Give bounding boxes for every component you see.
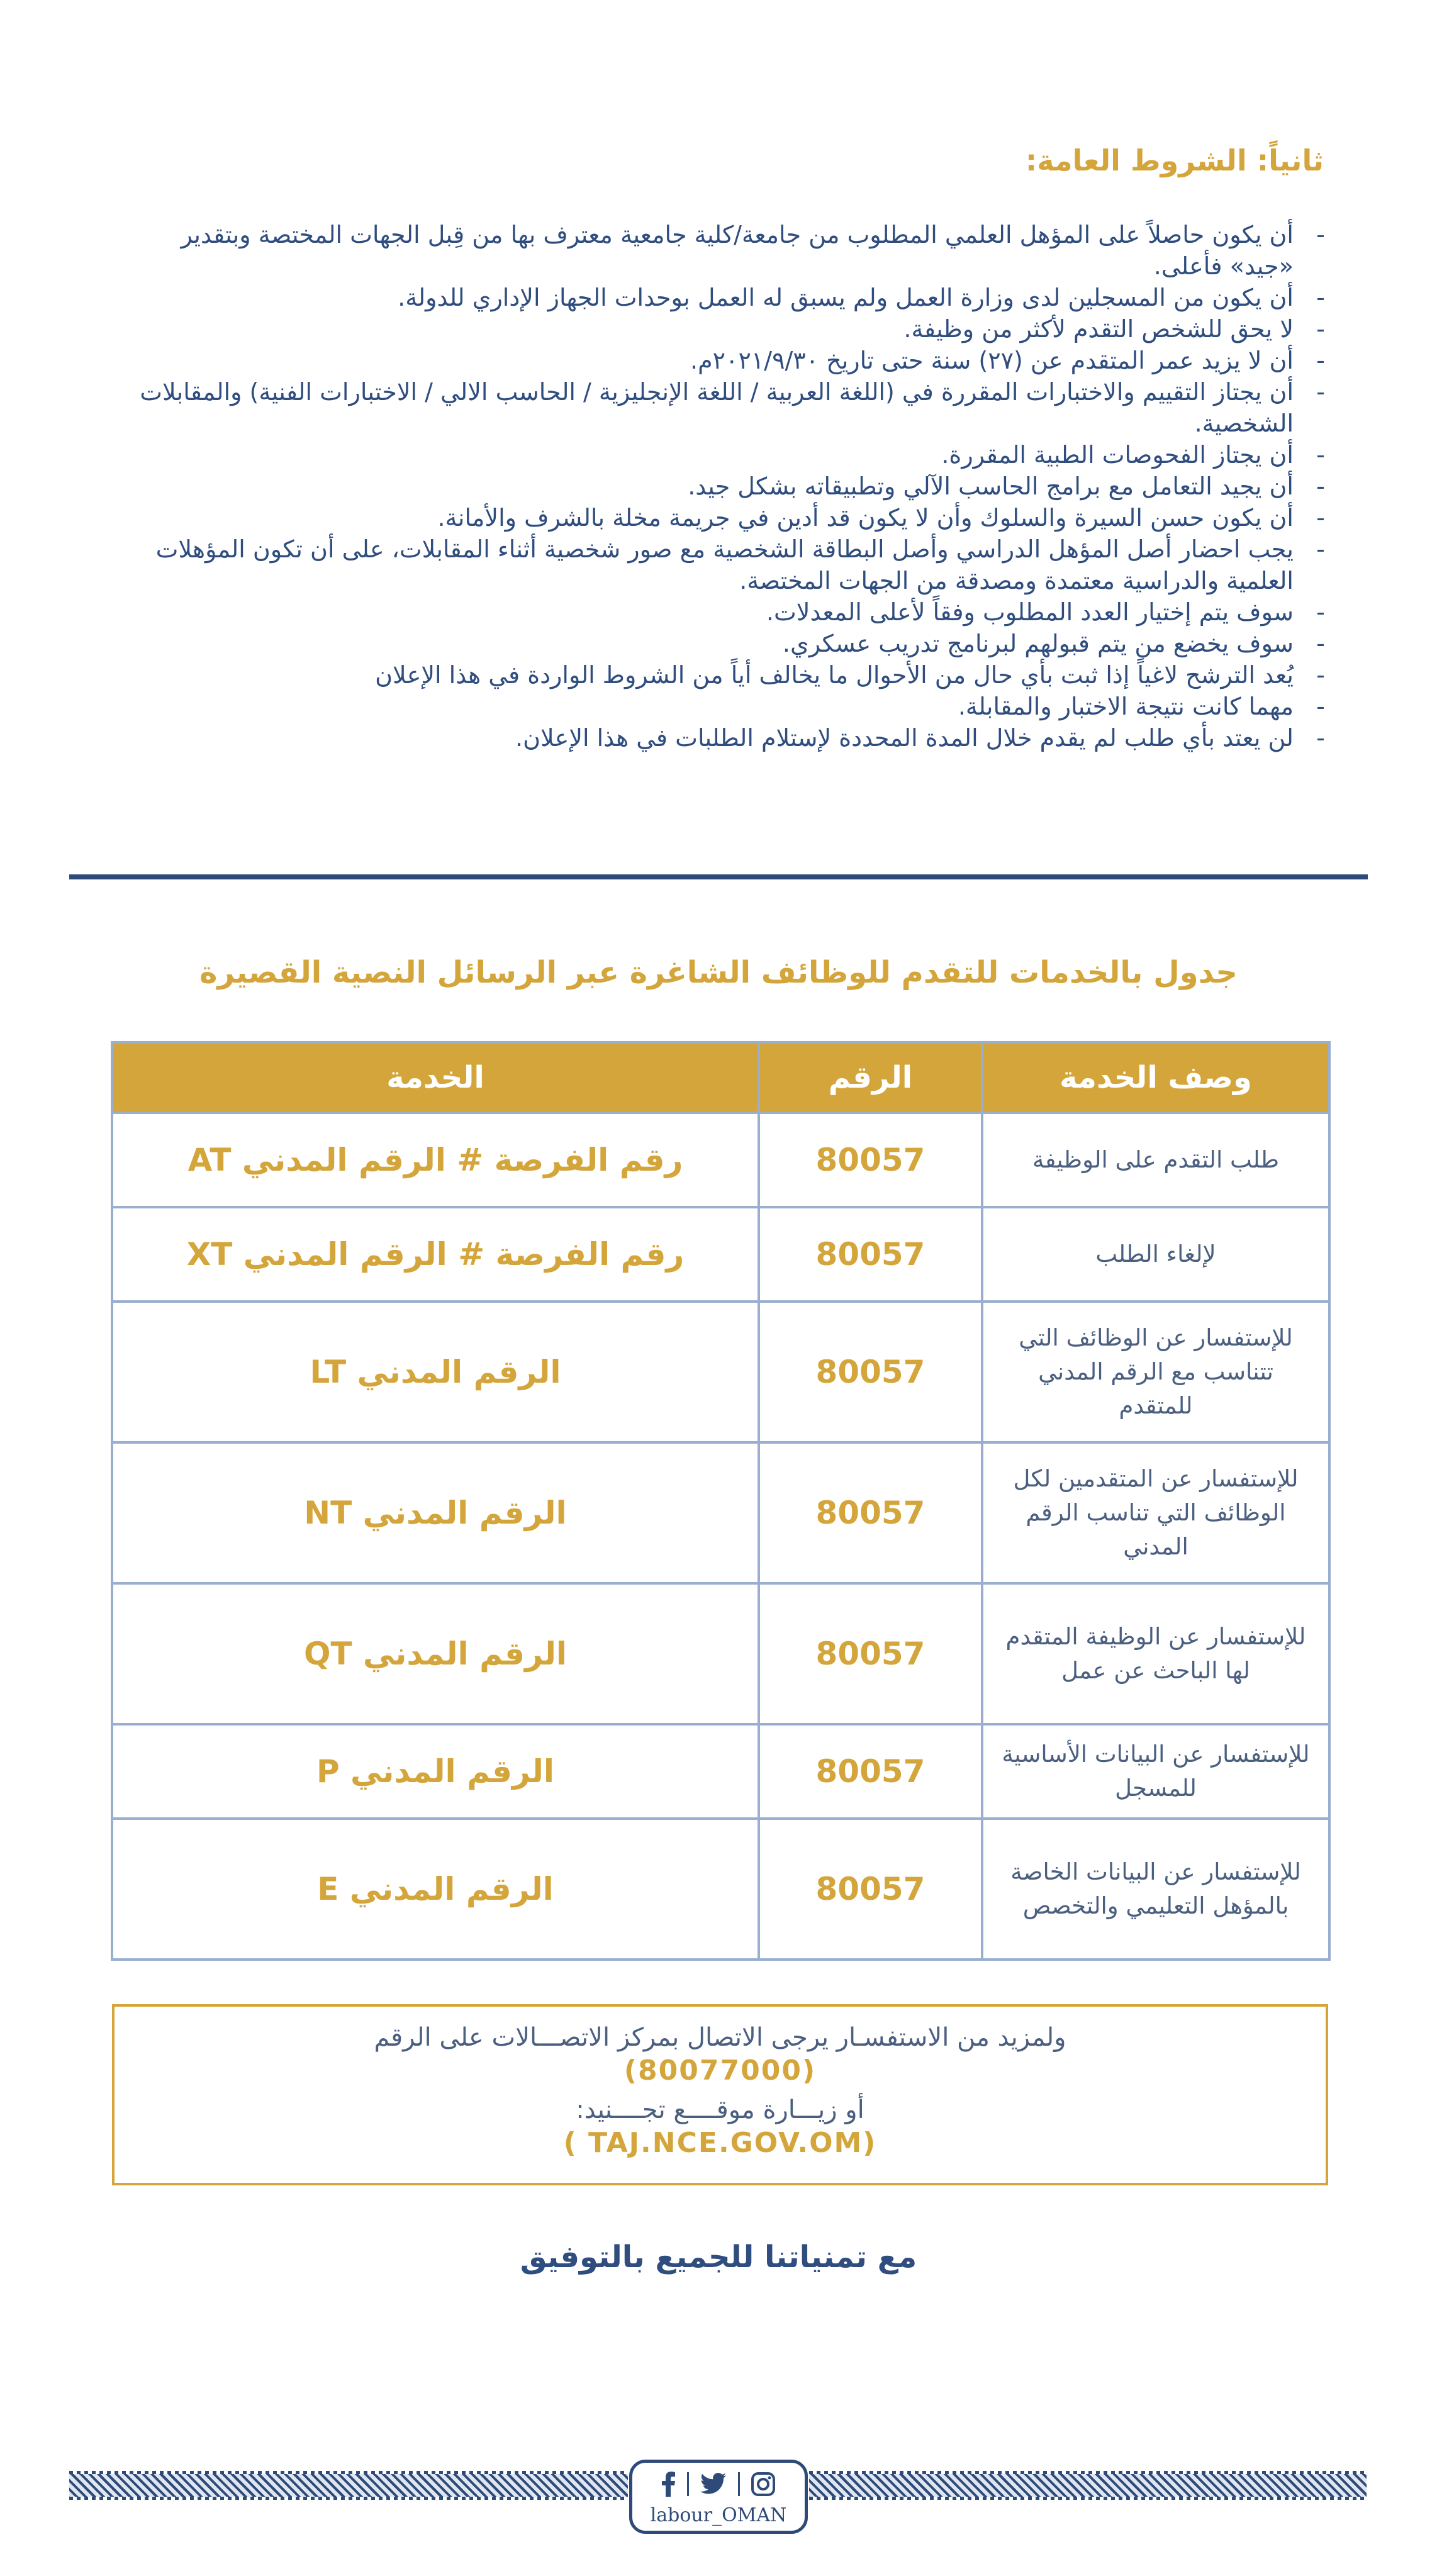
bullet-dash: - bbox=[1316, 598, 1325, 626]
condition-text: أن يكون من المسجلين لدى وزارة العمل ولم يسبق له العمل بوحدات الجهاز الإداري للدولة. bbox=[398, 284, 1294, 311]
bullet-dash: - bbox=[1316, 535, 1325, 563]
condition-text: أن يجتاز التقييم والاختبارات المقررة في (اللغة العربية / اللغة الإنجليزية / الحاسب الالي / الاختبارات الفنية) والمقابلات الشخصية. bbox=[140, 378, 1294, 437]
cell-service: الرقم المدني E bbox=[112, 1819, 759, 1960]
contact-box bbox=[112, 2004, 1328, 2185]
footer-ornament-left bbox=[69, 2471, 628, 2500]
bullet-dash: - bbox=[1316, 441, 1325, 469]
bullet-dash: - bbox=[1316, 347, 1325, 374]
bullet-dash: - bbox=[1316, 472, 1325, 500]
instagram-icon[interactable] bbox=[751, 2472, 775, 2496]
cell-service: رقم الفرصة # الرقم المدني XT bbox=[112, 1207, 759, 1302]
cell-number: 80057 bbox=[759, 1302, 982, 1442]
contact-text: ولمزيد من الاستفسـار يرجى الاتصال بمركز الاتصـــالات على الرقم bbox=[374, 2023, 1066, 2052]
condition-item bbox=[110, 282, 1330, 313]
bullet-dash: - bbox=[1316, 661, 1325, 689]
table-row bbox=[112, 1207, 1329, 1302]
cell-description: للإستفسار عن المتقدمين لكل الوظائف التي تناسب الرقم المدني bbox=[982, 1442, 1329, 1583]
condition-text: أن يكون حاصلاً على المؤهل العلمي المطلوب من جامعة/كلية جامعية معترف بها من قِبل الجهات المختصة وبتقدير «جيد» فأعلى. bbox=[181, 221, 1294, 280]
bullet-dash: - bbox=[1316, 315, 1325, 343]
condition-text: يجب احضار أصل المؤهل الدراسي وأصل البطاقة الشخصية مع صور شخصية أثناء المقابلات، على أن تكون المؤهلات العلمية والدراسية معتمدة ومصدقة من الجهات المختصة. bbox=[155, 535, 1294, 594]
bullet-dash: - bbox=[1316, 630, 1325, 657]
condition-item bbox=[110, 313, 1330, 345]
table-row bbox=[112, 1302, 1329, 1442]
table-row bbox=[112, 1442, 1329, 1583]
conditions-list bbox=[110, 219, 1330, 754]
cell-number: 80057 bbox=[759, 1113, 982, 1207]
social-badge bbox=[629, 2460, 808, 2534]
cell-number: 80057 bbox=[759, 1583, 982, 1724]
cell-service: رقم الفرصة # الرقم المدني AT bbox=[112, 1113, 759, 1207]
cell-number: 80057 bbox=[759, 1207, 982, 1302]
bullet-dash: - bbox=[1316, 693, 1325, 720]
website-link[interactable]: (TAJ.NCE.GOV.OM ) bbox=[563, 2127, 877, 2159]
table-row bbox=[112, 1583, 1329, 1724]
condition-text: لن يعتد بأي طلب لم يقدم خلال المدة المحددة لإستلام الطلبات في هذا الإعلان. bbox=[515, 724, 1294, 752]
section-title: ثانياً: الشروط العامة: bbox=[1025, 143, 1324, 177]
cell-description: للإستفسار عن البيانات الأساسية للمسجل bbox=[982, 1724, 1329, 1819]
condition-item bbox=[110, 596, 1330, 628]
closing-wishes: مع تمنياتنا للجميع بالتوفيق bbox=[520, 2239, 917, 2275]
condition-item bbox=[110, 722, 1330, 754]
condition-text: أن لا يزيد عمر المتقدم عن (٢٧) سنة حتى تاريخ ٢٠٢١/٩/٣٠م. bbox=[690, 347, 1294, 374]
condition-item bbox=[110, 219, 1330, 282]
header-service: الخدمة bbox=[112, 1042, 759, 1113]
condition-text: أن يكون حسن السيرة والسلوك وأن لا يكون قد أدين في جريمة مخلة بالشرف والأمانة. bbox=[437, 504, 1294, 532]
condition-item bbox=[110, 345, 1330, 376]
condition-text: يُعد الترشح لاغياً إذا ثبت بأي حال من الأحوال ما يخالف أياً من الشروط الواردة في هذا الإعلان bbox=[375, 661, 1294, 689]
condition-item bbox=[110, 691, 1330, 722]
cell-service: الرقم المدني QT bbox=[112, 1583, 759, 1724]
bullet-dash: - bbox=[1316, 221, 1325, 248]
header-description: وصف الخدمة bbox=[982, 1042, 1329, 1113]
condition-item bbox=[110, 659, 1330, 691]
bullet-dash: - bbox=[1316, 284, 1325, 311]
social-handle[interactable]: labour_OMAN bbox=[650, 2504, 787, 2526]
table-row bbox=[112, 1113, 1329, 1207]
cell-service: الرقم المدني NT bbox=[112, 1442, 759, 1583]
table-header-row bbox=[112, 1042, 1329, 1113]
footer-ornament-right bbox=[809, 2471, 1367, 2500]
table-row bbox=[112, 1724, 1329, 1819]
section-divider bbox=[69, 874, 1368, 879]
bullet-dash: - bbox=[1316, 724, 1325, 752]
icon-separator bbox=[738, 2472, 740, 2496]
condition-text: سوف يخضع من يتم قبولهم لبرنامج تدريب عسكري. bbox=[782, 630, 1294, 657]
cell-number: 80057 bbox=[759, 1819, 982, 1960]
cell-service: الرقم المدني LT bbox=[112, 1302, 759, 1442]
visit-text: أو زيـــارة موقــــع تجــــنيد: bbox=[576, 2095, 864, 2124]
cell-description: للإستفسار عن الوظائف التي تتناسب مع الرقم المدني للمتقدم bbox=[982, 1302, 1329, 1442]
bullet-dash: - bbox=[1316, 378, 1325, 406]
header-number: الرقم bbox=[759, 1042, 982, 1113]
cell-description: للإستفسار عن الوظيفة المتقدم لها الباحث عن عمل bbox=[982, 1583, 1329, 1724]
condition-text: أن يجيد التعامل مع برامج الحاسب الآلي وتطبيقاته بشكل جيد. bbox=[688, 472, 1294, 500]
cell-number: 80057 bbox=[759, 1442, 982, 1583]
cell-description: طلب التقدم على الوظيفة bbox=[982, 1113, 1329, 1207]
cell-description: لإلغاء الطلب bbox=[982, 1207, 1329, 1302]
condition-item bbox=[110, 376, 1330, 439]
condition-text: لا يحق للشخص التقدم لأكثر من وظيفة. bbox=[903, 315, 1294, 343]
condition-text: سوف يتم إختيار العدد المطلوب وفقاً لأعلى المعدلات. bbox=[766, 598, 1294, 626]
condition-item bbox=[110, 439, 1330, 471]
condition-item bbox=[110, 628, 1330, 659]
social-icons bbox=[632, 2472, 805, 2497]
condition-text: مهما كانت نتيجة الاختبار والمقابلة. bbox=[958, 693, 1294, 720]
condition-item bbox=[110, 502, 1330, 533]
table-title: جدول بالخدمات للتقدم للوظائف الشاغرة عبر الرسائل النصية القصيرة bbox=[199, 955, 1238, 990]
twitter-icon[interactable] bbox=[700, 2473, 727, 2495]
condition-item bbox=[110, 471, 1330, 502]
cell-description: للإستفسار عن البيانات الخاصة بالمؤهل التعليمي والتخصص bbox=[982, 1819, 1329, 1960]
table-row bbox=[112, 1819, 1329, 1960]
facebook-icon[interactable] bbox=[662, 2472, 676, 2497]
icon-separator bbox=[687, 2472, 689, 2496]
bullet-dash: - bbox=[1316, 504, 1325, 532]
contact-phone[interactable]: (80077000) bbox=[623, 2055, 817, 2087]
cell-number: 80057 bbox=[759, 1724, 982, 1819]
condition-item bbox=[110, 533, 1330, 596]
cell-service: الرقم المدني P bbox=[112, 1724, 759, 1819]
services-table bbox=[111, 1041, 1331, 1961]
condition-text: أن يجتاز الفحوصات الطبية المقررة. bbox=[941, 441, 1294, 469]
